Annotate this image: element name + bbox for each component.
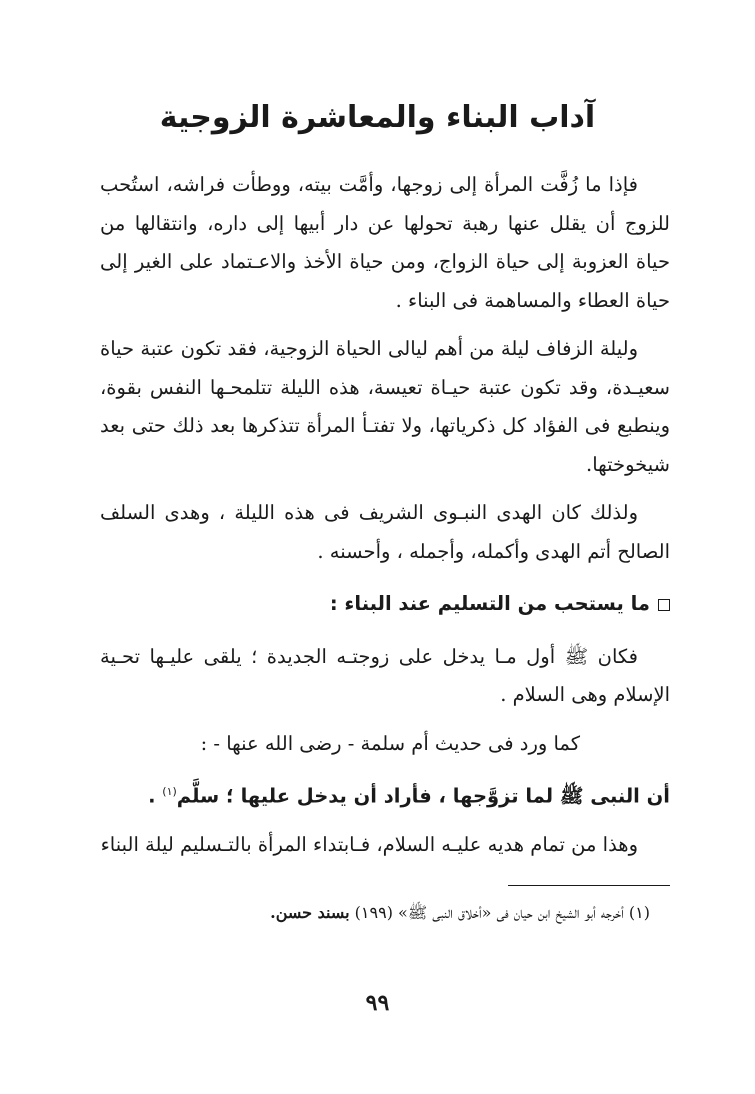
paragraph: وهذا من تمام هديه عليـه السلام، فـابتداء المرأة بالتـسليم ليلة البناء bbox=[100, 833, 638, 856]
paragraph: فكان ﷺ أول مـا يدخل على زوجتـه الجديدة ؛ يلقى عليـها تحـية الإسلام وهى السلام . bbox=[100, 644, 670, 706]
paragraph: فإذا ما زُفَّت المرأة إلى زوجها، وأمَّت بيته، ووطأت فراشه، استُحب للزوج أن يقلل عنها رهبة تحولها عن دار أبيها إلى داره، وانتقالها من حياة العزوبة إلى حياة الزواج، ومن حياة الأخذ والاعـتماد على الغير إلى حياة العطاء والمساهمة فى البناء . bbox=[100, 173, 670, 312]
body-text bbox=[100, 166, 670, 875]
page-number: ٩٩ bbox=[365, 990, 390, 1016]
paragraph: وليلة الزفاف ليلة من أهم ليالى الحياة الزوجية، فقد تكون عتبة حياة سعيـدة، وقد تكون عتبة حيـاة تعيسة، هذه الليلة تتلمحـها النفس بقوة، وينطبع فى الفؤاد كل ذكرياتها، ولا تفتـأ المرأة تتذكرها بعد ذلك حتى بعد شيخوختها. bbox=[100, 337, 670, 476]
footnote bbox=[100, 903, 650, 926]
footnote-divider bbox=[508, 885, 670, 886]
section-subheading bbox=[100, 585, 670, 624]
footnote-marker: (١) bbox=[162, 785, 177, 798]
hadith-quote: أن النبى ﷺ لما تزوَّجها ، فأراد أن يدخل عليها ؛ سلَّم$^{(١)}$ . bbox=[148, 784, 670, 808]
hadith-intro: كما ورد فى حديث أم سلمة - رضى الله عنها - : bbox=[200, 731, 580, 755]
paragraph: ولذلك كان الهدى النبـوى الشريف فى هذه الليلة ، وهدى السلف الصالح أتم الهدى وأكمله، وأجمله ، وأحسنه . bbox=[100, 501, 670, 563]
subheading-text: ما يستحب من التسليم عند البناء : bbox=[329, 592, 650, 615]
hadith-text: أن النبى ﷺ لما تزوَّجها ، فأراد أن يدخل عليها ؛ سلَّم bbox=[176, 784, 670, 808]
square-bullet-icon bbox=[658, 599, 670, 611]
chapter-title: آداب البناء والمعاشرة الزوجية bbox=[159, 100, 596, 135]
footnote-text: (١) أخرجه أبو الشيخ ابن حيان فى «أخلاق النبى ﷺ» (١٩٩) bbox=[354, 903, 650, 922]
footnote-grading: بسند حسن. bbox=[270, 903, 350, 922]
